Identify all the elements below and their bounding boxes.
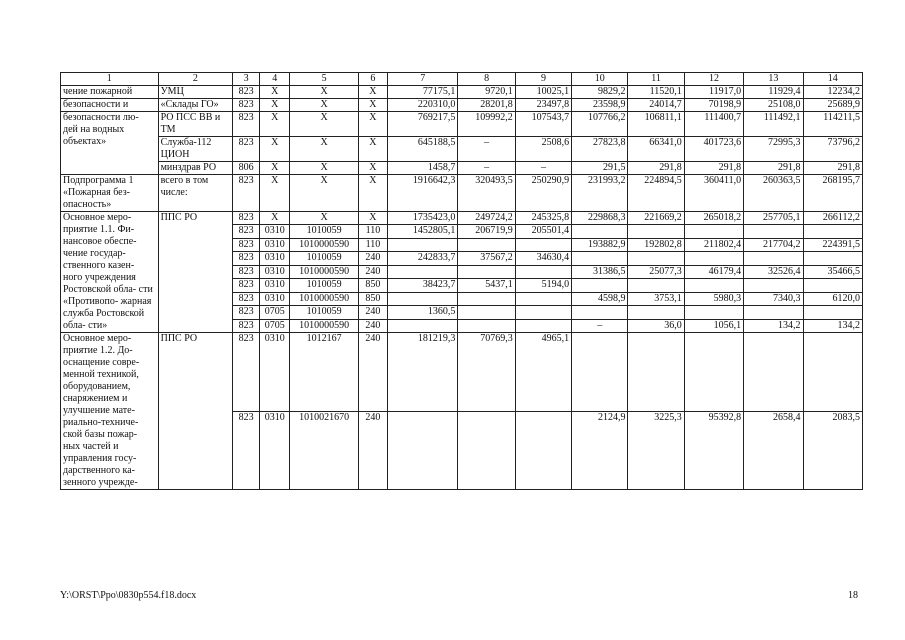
amount-cell: 291,8 xyxy=(803,162,862,175)
row-title-cell: чение пожарной xyxy=(61,86,159,99)
code-cell: 1010021670 xyxy=(290,411,358,490)
amount-cell xyxy=(458,238,515,251)
executor-cell: «Склады ГО» xyxy=(158,99,232,112)
amount-cell xyxy=(803,252,862,265)
amount-cell xyxy=(515,306,571,319)
code-cell: 110 xyxy=(358,225,387,238)
amount-cell xyxy=(387,238,457,251)
code-cell: 0310 xyxy=(260,238,290,251)
amount-cell: 12234,2 xyxy=(803,86,862,99)
amount-cell: 111400,7 xyxy=(684,112,743,137)
amount-cell xyxy=(803,306,862,319)
amount-cell xyxy=(515,411,571,490)
amount-cell: 9720,1 xyxy=(458,86,515,99)
amount-cell xyxy=(628,225,684,238)
amount-cell: 37567,2 xyxy=(458,252,515,265)
table-body xyxy=(61,86,863,490)
amount-cell xyxy=(628,252,684,265)
amount-cell: 3753,1 xyxy=(628,292,684,305)
amount-cell: 70198,9 xyxy=(684,99,743,112)
executor-cell: всего в том числе: xyxy=(158,175,232,212)
code-cell: 1010059 xyxy=(290,306,358,319)
code-cell: Х xyxy=(290,162,358,175)
header-cell: 2 xyxy=(158,73,232,86)
amount-cell: 28201,8 xyxy=(458,99,515,112)
amount-cell: – xyxy=(572,319,628,333)
amount-cell: 291,8 xyxy=(628,162,684,175)
amount-cell: 11520,1 xyxy=(628,86,684,99)
amount-cell: 27823,8 xyxy=(572,137,628,162)
amount-cell: 38423,7 xyxy=(387,279,457,292)
executor-cell: УМЦ xyxy=(158,86,232,99)
amount-cell: 2083,5 xyxy=(803,411,862,490)
table-row xyxy=(61,212,863,225)
amount-cell: 25689,9 xyxy=(803,99,862,112)
amount-cell: 221669,2 xyxy=(628,212,684,225)
row-title-cell: Основное меро- приятие 1.1. Фи- нансовое обеспе- чение государ- ственного казен- ного учреждения Ростовской обла- сти «Противопо- жарная служба Ростовской обла- сти» xyxy=(61,212,159,333)
header-cell: 8 xyxy=(458,73,515,86)
code-cell: Х xyxy=(260,112,290,137)
amount-cell: 4965,1 xyxy=(515,333,571,412)
header-cell: 9 xyxy=(515,73,571,86)
amount-cell: 25077,3 xyxy=(628,265,684,278)
code-cell: 850 xyxy=(358,279,387,292)
code-cell: Х xyxy=(358,212,387,225)
amount-cell: 266112,2 xyxy=(803,212,862,225)
amount-cell xyxy=(744,306,803,319)
amount-cell: 1056,1 xyxy=(684,319,743,333)
table-row xyxy=(61,112,863,137)
code-cell: 0310 xyxy=(260,333,290,412)
amount-cell: 211802,4 xyxy=(684,238,743,251)
amount-cell: 25108,0 xyxy=(744,99,803,112)
amount-cell: 224894,5 xyxy=(628,175,684,212)
amount-cell: 2508,6 xyxy=(515,137,571,162)
amount-cell: 1916642,3 xyxy=(387,175,457,212)
code-cell: 0310 xyxy=(260,279,290,292)
amount-cell xyxy=(628,279,684,292)
header-cell: 6 xyxy=(358,73,387,86)
code-cell: 0310 xyxy=(260,411,290,490)
amount-cell: 205501,4 xyxy=(515,225,571,238)
code-cell: 1010059 xyxy=(290,279,358,292)
code-cell: 823 xyxy=(233,292,260,305)
amount-cell: 46179,4 xyxy=(684,265,743,278)
amount-cell: 5980,3 xyxy=(684,292,743,305)
executor-cell: Служба-112 ЦИОН xyxy=(158,137,232,162)
amount-cell: 250290,9 xyxy=(515,175,571,212)
footer-file-path: Y:\ORST\Ppo\0830p554.f18.docx xyxy=(60,590,197,601)
amount-cell: 1360,5 xyxy=(387,306,457,319)
row-title-cell: Подпрограмма 1 «Пожарная без- опасность» xyxy=(61,175,159,212)
amount-cell xyxy=(684,333,743,412)
code-cell: 0310 xyxy=(260,292,290,305)
executor-cell: РО ПСС ВВ и ТМ xyxy=(158,112,232,137)
code-cell: Х xyxy=(290,175,358,212)
amount-cell: – xyxy=(458,137,515,162)
amount-cell xyxy=(458,411,515,490)
code-cell: 1010059 xyxy=(290,225,358,238)
amount-cell: 291,8 xyxy=(684,162,743,175)
header-cell: 7 xyxy=(387,73,457,86)
code-cell: Х xyxy=(260,212,290,225)
amount-cell: 224391,5 xyxy=(803,238,862,251)
amount-cell xyxy=(515,238,571,251)
amount-cell xyxy=(744,333,803,412)
amount-cell xyxy=(387,292,457,305)
amount-cell: 66341,0 xyxy=(628,137,684,162)
amount-cell: 114211,5 xyxy=(803,112,862,137)
code-cell: 1010000590 xyxy=(290,265,358,278)
amount-cell: 1458,7 xyxy=(387,162,457,175)
code-cell: Х xyxy=(290,86,358,99)
table-header-row xyxy=(61,73,863,86)
amount-cell: 2658,4 xyxy=(744,411,803,490)
amount-cell: 265018,2 xyxy=(684,212,743,225)
code-cell: 0705 xyxy=(260,306,290,319)
executor-cell: минздрав РО xyxy=(158,162,232,175)
code-cell: 240 xyxy=(358,333,387,412)
amount-cell xyxy=(744,279,803,292)
amount-cell: 268195,7 xyxy=(803,175,862,212)
code-cell: 0310 xyxy=(260,265,290,278)
amount-cell: 291,5 xyxy=(572,162,628,175)
amount-cell xyxy=(628,306,684,319)
code-cell: Х xyxy=(260,99,290,112)
amount-cell: 291,8 xyxy=(744,162,803,175)
code-cell: 1010000590 xyxy=(290,238,358,251)
code-cell: 806 xyxy=(233,162,260,175)
code-cell: 110 xyxy=(358,238,387,251)
amount-cell: 6120,0 xyxy=(803,292,862,305)
header-cell: 10 xyxy=(572,73,628,86)
amount-cell xyxy=(572,225,628,238)
amount-cell xyxy=(515,319,571,333)
code-cell: 823 xyxy=(233,137,260,162)
code-cell: Х xyxy=(358,86,387,99)
amount-cell: 245325,8 xyxy=(515,212,571,225)
code-cell: Х xyxy=(260,86,290,99)
code-cell: 240 xyxy=(358,306,387,319)
amount-cell xyxy=(458,292,515,305)
amount-cell xyxy=(572,306,628,319)
code-cell: Х xyxy=(260,162,290,175)
code-cell: 823 xyxy=(233,99,260,112)
table-row xyxy=(61,175,863,212)
amount-cell xyxy=(684,225,743,238)
code-cell: Х xyxy=(290,112,358,137)
amount-cell: 134,2 xyxy=(744,319,803,333)
amount-cell: 249724,2 xyxy=(458,212,515,225)
amount-cell: 1735423,0 xyxy=(387,212,457,225)
amount-cell: 220310,0 xyxy=(387,99,457,112)
amount-cell: 4598,9 xyxy=(572,292,628,305)
amount-cell xyxy=(515,292,571,305)
amount-cell: 401723,6 xyxy=(684,137,743,162)
header-cell: 12 xyxy=(684,73,743,86)
code-cell: 823 xyxy=(233,319,260,333)
amount-cell: 1452805,1 xyxy=(387,225,457,238)
code-cell: 823 xyxy=(233,175,260,212)
amount-cell xyxy=(515,265,571,278)
amount-cell xyxy=(684,252,743,265)
row-title-cell: безопасности и xyxy=(61,99,159,112)
amount-cell: 260363,5 xyxy=(744,175,803,212)
amount-cell: 242833,7 xyxy=(387,252,457,265)
amount-cell: 24014,7 xyxy=(628,99,684,112)
amount-cell: 72995,3 xyxy=(744,137,803,162)
amount-cell: 11917,0 xyxy=(684,86,743,99)
code-cell: 1010000590 xyxy=(290,292,358,305)
row-title-cell: безопасности лю- дей на водных объектах» xyxy=(61,112,159,175)
code-cell: 823 xyxy=(233,86,260,99)
amount-cell xyxy=(572,279,628,292)
amount-cell: 73796,2 xyxy=(803,137,862,162)
code-cell: 1010000590 xyxy=(290,319,358,333)
code-cell: 240 xyxy=(358,411,387,490)
budget-table xyxy=(60,72,863,490)
executor-cell: ППС РО xyxy=(158,333,232,490)
amount-cell: 320493,5 xyxy=(458,175,515,212)
code-cell: Х xyxy=(290,137,358,162)
header-cell: 5 xyxy=(290,73,358,86)
amount-cell xyxy=(387,411,457,490)
amount-cell: 70769,3 xyxy=(458,333,515,412)
amount-cell: 217704,2 xyxy=(744,238,803,251)
code-cell: 0310 xyxy=(260,225,290,238)
amount-cell: 229868,3 xyxy=(572,212,628,225)
amount-cell xyxy=(803,333,862,412)
amount-cell xyxy=(458,319,515,333)
header-cell: 1 xyxy=(61,73,159,86)
code-cell: 823 xyxy=(233,306,260,319)
code-cell: Х xyxy=(290,212,358,225)
amount-cell xyxy=(458,306,515,319)
code-cell: Х xyxy=(358,137,387,162)
amount-cell: 769217,5 xyxy=(387,112,457,137)
code-cell: 823 xyxy=(233,112,260,137)
amount-cell: 257705,1 xyxy=(744,212,803,225)
code-cell: 823 xyxy=(233,411,260,490)
header-cell: 11 xyxy=(628,73,684,86)
table-row xyxy=(61,137,863,162)
code-cell: 823 xyxy=(233,265,260,278)
amount-cell: 109992,2 xyxy=(458,112,515,137)
code-cell: Х xyxy=(260,137,290,162)
amount-cell xyxy=(684,306,743,319)
code-cell: 823 xyxy=(233,252,260,265)
code-cell: Х xyxy=(358,175,387,212)
amount-cell: 23598,9 xyxy=(572,99,628,112)
code-cell: 0705 xyxy=(260,319,290,333)
amount-cell: 106811,1 xyxy=(628,112,684,137)
amount-cell: – xyxy=(458,162,515,175)
code-cell: 823 xyxy=(233,279,260,292)
amount-cell xyxy=(572,252,628,265)
amount-cell: 192802,8 xyxy=(628,238,684,251)
amount-cell: 107543,7 xyxy=(515,112,571,137)
amount-cell: 11929,4 xyxy=(744,86,803,99)
amount-cell: 645188,5 xyxy=(387,137,457,162)
code-cell: 240 xyxy=(358,265,387,278)
amount-cell xyxy=(628,333,684,412)
code-cell: Х xyxy=(290,99,358,112)
amount-cell: – xyxy=(515,162,571,175)
amount-cell: 360411,0 xyxy=(684,175,743,212)
amount-cell: 134,2 xyxy=(803,319,862,333)
code-cell: 1012167 xyxy=(290,333,358,412)
table-row xyxy=(61,99,863,112)
code-cell: 0310 xyxy=(260,252,290,265)
table-row xyxy=(61,86,863,99)
amount-cell: 3225,3 xyxy=(628,411,684,490)
amount-cell: 7340,3 xyxy=(744,292,803,305)
amount-cell xyxy=(572,333,628,412)
amount-cell: 35466,5 xyxy=(803,265,862,278)
amount-cell: 34630,4 xyxy=(515,252,571,265)
code-cell: Х xyxy=(358,112,387,137)
amount-cell: 36,0 xyxy=(628,319,684,333)
header-cell: 14 xyxy=(803,73,862,86)
header-cell: 13 xyxy=(744,73,803,86)
code-cell: 823 xyxy=(233,212,260,225)
code-cell: 823 xyxy=(233,333,260,412)
amount-cell xyxy=(387,319,457,333)
amount-cell: 95392,8 xyxy=(684,411,743,490)
amount-cell xyxy=(684,279,743,292)
amount-cell: 9829,2 xyxy=(572,86,628,99)
amount-cell: 193882,9 xyxy=(572,238,628,251)
code-cell: 240 xyxy=(358,319,387,333)
amount-cell xyxy=(803,279,862,292)
header-cell: 4 xyxy=(260,73,290,86)
amount-cell xyxy=(744,252,803,265)
table-row xyxy=(61,162,863,175)
amount-cell xyxy=(803,225,862,238)
amount-cell: 2124,9 xyxy=(572,411,628,490)
amount-cell: 111492,1 xyxy=(744,112,803,137)
amount-cell: 181219,3 xyxy=(387,333,457,412)
code-cell: 823 xyxy=(233,238,260,251)
amount-cell: 77175,1 xyxy=(387,86,457,99)
code-cell: 1010059 xyxy=(290,252,358,265)
amount-cell xyxy=(744,225,803,238)
amount-cell: 23497,8 xyxy=(515,99,571,112)
amount-cell: 32526,4 xyxy=(744,265,803,278)
code-cell: 850 xyxy=(358,292,387,305)
amount-cell: 5437,1 xyxy=(458,279,515,292)
amount-cell: 10025,1 xyxy=(515,86,571,99)
code-cell: Х xyxy=(260,175,290,212)
code-cell: 240 xyxy=(358,252,387,265)
code-cell: Х xyxy=(358,99,387,112)
table-row xyxy=(61,333,863,412)
amount-cell: 31386,5 xyxy=(572,265,628,278)
amount-cell xyxy=(458,265,515,278)
amount-cell xyxy=(387,265,457,278)
executor-cell: ППС РО xyxy=(158,212,232,333)
header-cell: 3 xyxy=(233,73,260,86)
amount-cell: 206719,9 xyxy=(458,225,515,238)
footer-page-number: 18 xyxy=(848,590,858,601)
row-title-cell: Основное меро- приятие 1.2. До- оснащение совре- менной техникой, оборудованием, снаряжением и улучшение мате- риально-техниче- ской базы пожар- ных частей и управления госу- дарственного ка- зенного учрежде- xyxy=(61,333,159,490)
amount-cell: 5194,0 xyxy=(515,279,571,292)
amount-cell: 231993,2 xyxy=(572,175,628,212)
code-cell: Х xyxy=(358,162,387,175)
amount-cell: 107766,2 xyxy=(572,112,628,137)
code-cell: 823 xyxy=(233,225,260,238)
